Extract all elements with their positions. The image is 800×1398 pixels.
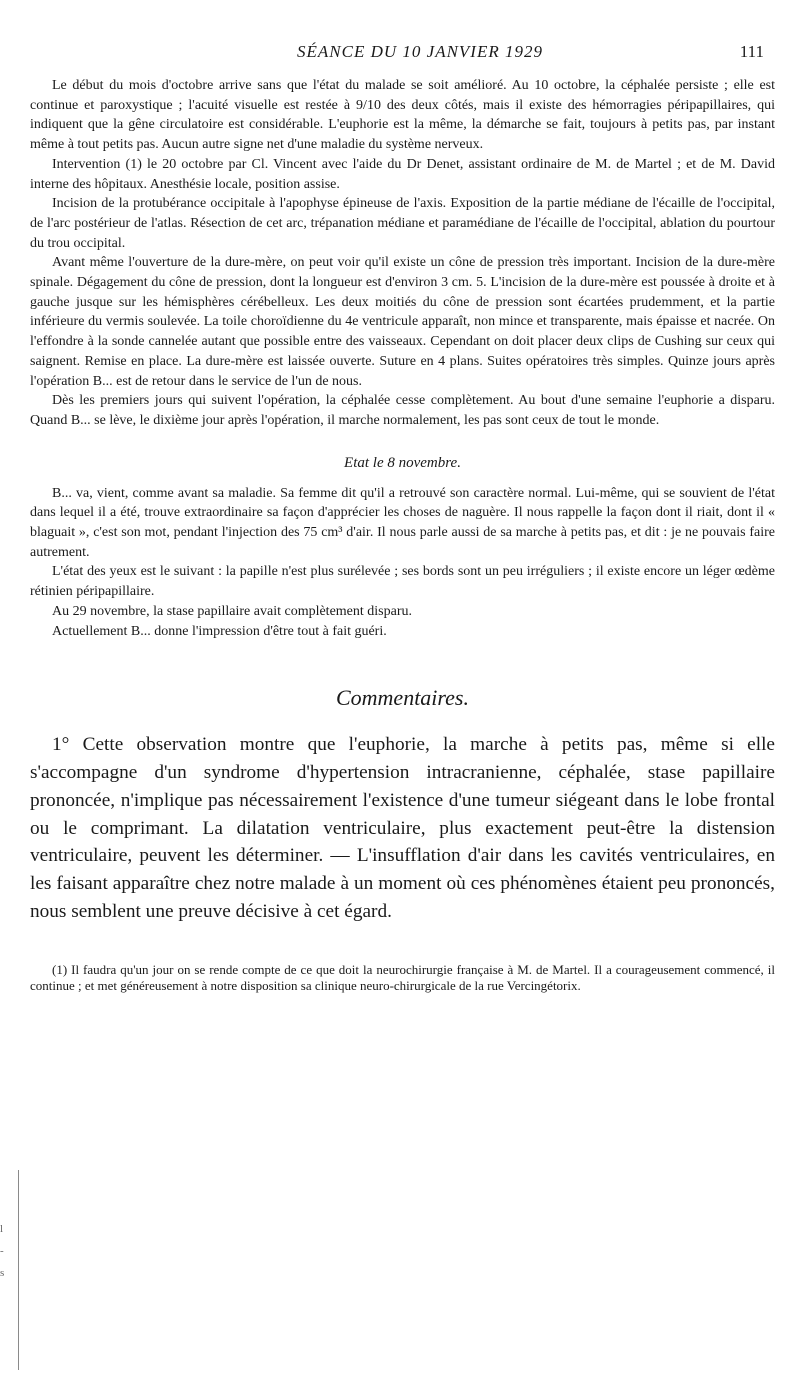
page-number: 111 <box>739 42 764 61</box>
paragraph: Au 29 novembre, la stase papillaire avait complètement disparu. <box>52 603 412 619</box>
margin-mark: l <box>0 1223 4 1235</box>
paragraph: Intervention (1) le 20 octobre par Cl. Vincent avec l'aide du Dr Denet, assistant ordinaire de M. de Martel ; et de M. David interne des hôpitaux. Anesthésie locale, position assise. <box>30 156 775 192</box>
page-header <box>0 42 800 66</box>
footnote <box>30 962 775 995</box>
paragraph: Actuellement B... donne l'impression d'être tout à fait guéri. <box>52 623 387 639</box>
page-body <box>30 76 775 995</box>
margin-mark: - <box>0 1245 4 1257</box>
section-title: Commentaires. <box>335 685 469 711</box>
paragraph: Dès les premiers jours qui suivent l'opération, la céphalée cesse complètement. Au bout d'une semaine l'euphorie a disparu. Quand B... se lève, le dixième jour après l'opération, il marche normalement, les pas sont ceux de tout le monde. <box>30 393 775 428</box>
paragraph: Incision de la protubérance occipitale à l'apophyse épineuse de l'axis. Exposition de la partie médiane de l'écaille de l'occipital, de l'arc postérieur de l'atlas. Résection de cet arc, trépanation médiane et paramédiane de l'écaille de l'occipital, ablation du pourtour du trou occipital. <box>30 196 775 251</box>
case-report <box>30 76 775 431</box>
dated-heading: Etat le 8 novembre. <box>344 454 461 471</box>
commentary <box>30 731 775 926</box>
paragraph: B... va, vient, comme avant sa maladie. Sa femme dit qu'il a retrouvé son caractère normal. Lui-même, qui se souvient de l'état dans lequel il a été, trouve extraordinaire sa façon d'apprécier les choses de naguère. Il nous rappelle la façon dont il riait, dont il « blaguait », c'est son mot, pendant l'injection des 75 cm³ d'air. Il nous parle aussi de sa marche à petits pas, et dit : je ne pouvais faire autrement. <box>30 485 775 560</box>
commentary-paragraph: 1° Cette observation montre que l'euphorie, la marche à petits pas, même si elle s'accompagne d'un syndrome d'hypertension intracranienne, céphalée, stase papillaire prononcée, n'implique pas nécessairement l'existence d'une tumeur siégeant dans le lobe frontal ou le comprimant. La dilatation ventriculaire, plus exactement peut-être la distension ventriculaire, peuvent les déterminer. — L'insufflation d'air dans les cavités ventriculaires, en les faisant apparaître chez notre malade à un moment où ces phénomènes étaient peu prononcés, nous semblent une preuve décisive à cet égard. <box>30 734 775 923</box>
running-head: SÉANCE DU 10 JANVIER 1929 <box>297 42 543 61</box>
footnote-text: (1) Il faudra qu'un jour on se rende compte de ce que doit la neurochirurgie française à M. de Martel. Il a courageusement commencé, il continue ; et met généreusement à notre disposition sa clinique neuro-chirurgicale de la rue Vercingétorix. <box>30 961 775 994</box>
binding-edge-line <box>18 1170 19 1370</box>
margin-marks <box>0 1218 12 1284</box>
paragraph: Avant même l'ouverture de la dure-mère, on peut voir qu'il existe un cône de pression très important. Incision de la dure-mère spinale. Dégagement du cône de pression, dont la longueur est d'environ 3 cm. 5. L'incision de la dure-mère est poussée à droite et à gauche jusque sur les hémisphères cérébelleux. Les deux moitiés du cône de pression sont écartées prudemment, et la partie inférieure du vermis soulevée. La toile choroïdienne du 4e ventricule apparaît, non mince et transparente, mais épaisse et nacrée. On l'effondre à la sonde cannelée autant que possible entre des vaisseaux. Cependant on doit placer deux clips de Cushing sur ceux qui saignent. Remise en place. La dure-mère est laissée ouverte. Suture en 4 plans. Suites opératoires très simples. Quinze jours après l'opération B... est de retour dans le service de l'un de nous. <box>30 255 775 389</box>
margin-mark: s <box>0 1267 5 1279</box>
paragraph: Le début du mois d'octobre arrive sans que l'état du malade se soit amélioré. Au 10 octobre, la céphalée persiste ; elle est continue et paroxystique ; l'acuité visuelle est restée à 9/10 des deux côtés, mais il existe des hémorragies péripapillaires, qui indiquent que la gêne circulatoire est considérable. L'euphorie est la même, la démarche se fait, toujours à petits pas, par instant même à tout petits pas. Aucun autre signe net d'une maladie du système nerveux. <box>30 78 775 153</box>
paragraph: L'état des yeux est le suivant : la papille n'est plus surélevée ; ses bords sont un peu irréguliers ; il existe encore un léger œdème rétinien péripapillaire. <box>30 564 775 600</box>
status-report <box>30 484 775 642</box>
